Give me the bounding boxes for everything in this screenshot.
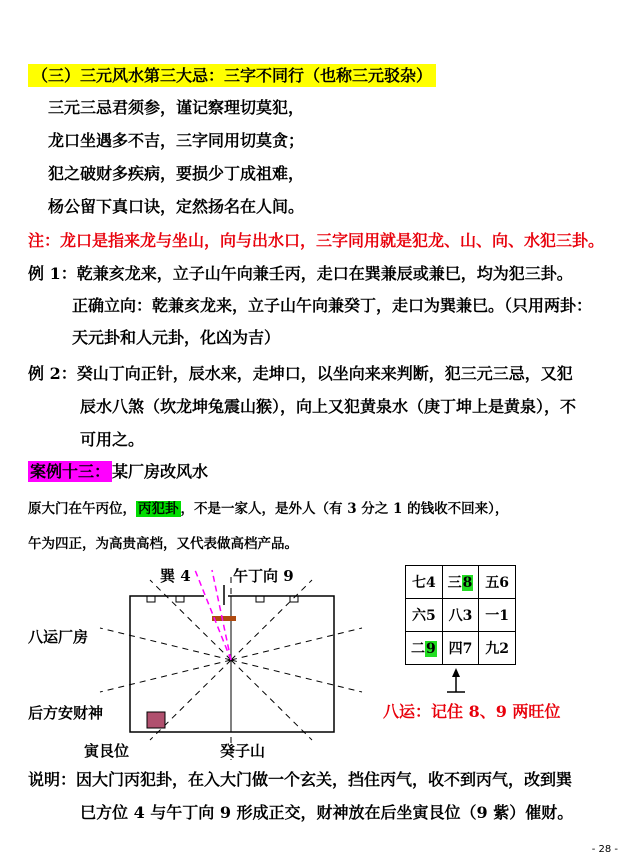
note-text: 注：龙口是指来龙与坐山，向与出水口，三字同用就是犯龙、山、向、水犯三卦。 — [28, 231, 605, 250]
explain-line1: 说明：因大门丙犯卦，在入大门做一个玄关，挡住丙气，收不到丙气，改到巽 — [28, 770, 573, 789]
caishen-box — [147, 712, 165, 728]
case-desc-row: 原大门在午丙位， 丙犯卦 ，不是一家人，是外人（有 3 分之 1 的钱收不回来）， — [28, 501, 509, 517]
window-3 — [256, 596, 264, 602]
green-marker-9: 9 — [425, 641, 436, 657]
label-gui-zi: 癸子山 — [220, 742, 266, 760]
label-caishen: 后方安财神 — [28, 704, 104, 722]
window-2 — [176, 596, 184, 602]
bing-direction-line — [212, 570, 231, 660]
poem-line-2: 龙口坐遇多不吉，三字同用切莫贪； — [48, 131, 305, 150]
flying-star-grid — [405, 565, 516, 665]
green-marker-8: 8 — [462, 575, 473, 591]
example1-line2: 正确立向：乾兼亥龙来，立子山午向兼癸丁，走口为巽兼巳。（只用两卦： — [72, 296, 593, 315]
page-number: - 28 - — [591, 844, 618, 855]
grid-cell: 九2 — [479, 632, 516, 665]
example1-line1: 例 1：乾兼亥龙来，立子山午向兼壬丙，走口在巽兼辰或兼巳，均为犯三卦。 — [28, 264, 573, 283]
example2-line3: 可用之。 — [80, 430, 145, 449]
label-yin-gen: 寅艮位 — [84, 742, 130, 760]
grid-row — [406, 599, 516, 632]
example1-line3: 天元卦和人元卦，化凶为吉） — [72, 328, 281, 347]
highlight-bing-fan-gua: 丙犯卦 — [138, 501, 179, 517]
case-subtitle: 某厂房改风水 — [112, 462, 209, 481]
case-title-row — [28, 462, 208, 482]
grid-caption: 八运：记住 8、9 两旺位 — [383, 702, 561, 721]
label-wu-ding-9: 午丁向 9 — [233, 567, 294, 585]
grid-cell: 二9 — [406, 632, 443, 665]
example2-line1: 例 2：癸山丁向正针，辰水来，走坤口，以坐向来来判断，犯三元三忌，又犯 — [28, 364, 573, 383]
example2-line2: 辰水八煞（坎龙坤兔震山猴），向上又犯黄泉水（庚丁坤上是黄泉），不 — [80, 397, 577, 416]
grid-cell: 三8 — [442, 566, 479, 599]
grid-row — [406, 632, 516, 665]
window-1 — [147, 596, 155, 602]
grid-cell: 七4 — [406, 566, 443, 599]
grid-cell: 八3 — [442, 599, 479, 632]
explain-line2: 巳方位 4 与午丁向 9 形成正交，财神放在后坐寅艮位（9 紫）催财。 — [80, 803, 574, 822]
case-title: 案例十三： — [30, 462, 111, 481]
label-factory: 八运厂房 — [28, 628, 89, 646]
poem-line-4: 杨公留下真口诀，定然扬名在人间。 — [48, 197, 305, 216]
window-4 — [290, 596, 298, 602]
grid-cell: 四7 — [442, 632, 479, 665]
poem-line-3: 犯之破财多疾病，要损少丁成祖难， — [48, 164, 305, 183]
poem-line-1: 三元三忌君须参，谨记察理切莫犯， — [48, 98, 305, 117]
xun-direction-line — [195, 570, 231, 660]
grid-cell: 五6 — [479, 566, 516, 599]
grid-bottom-arrowhead — [452, 668, 460, 677]
grid-cell: 六5 — [406, 599, 443, 632]
label-xun-4: 巽 4 — [160, 567, 191, 585]
grid-row — [406, 566, 516, 599]
case-desc-line2: 午为四正，为高贵高档，又代表做高档产品。 — [28, 536, 298, 552]
section-heading: （三）三元风水第三大忌：三字不同行（也称三元驳杂） — [28, 66, 436, 86]
grid-cell: 一1 — [479, 599, 516, 632]
